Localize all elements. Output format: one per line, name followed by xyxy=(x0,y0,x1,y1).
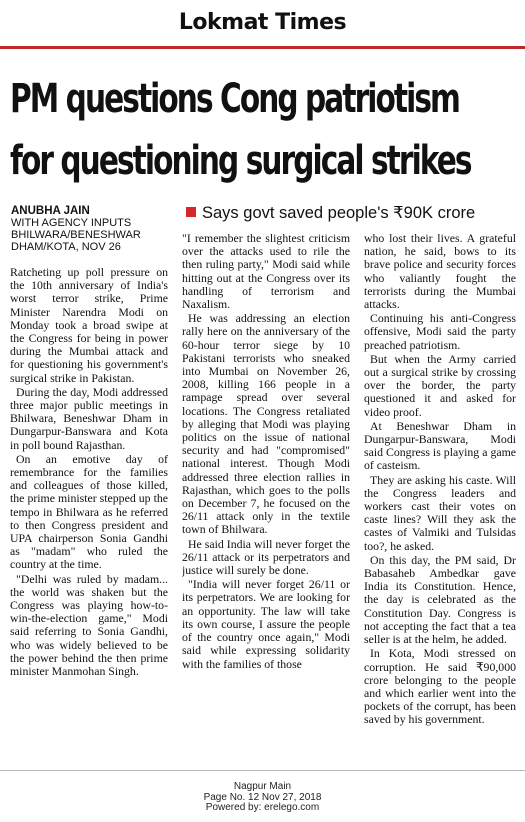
paragraph: But when the Army carried out a surgical strike by crossing over the border, the party questioned it and asked for video proof. xyxy=(364,351,516,419)
kicker-text: Says govt saved people's ₹90K crore xyxy=(202,204,476,222)
article-column-1 xyxy=(10,266,168,766)
footer-divider xyxy=(0,770,525,771)
headline-line-2: for questioning surgical strikes xyxy=(10,138,471,184)
paragraph: Ratcheting up poll pressure on the 10th anniversary of India's worst terror strike, Prime Minister Narendra Modi on Monday took a broad swipe at the Congress for being in power during the Mumbai attack and for questioning his government's surgical strike in Pakistan. xyxy=(10,266,168,385)
article-column-2 xyxy=(182,232,350,766)
masthead-logo: Lokmat Times xyxy=(178,10,347,35)
footer xyxy=(0,782,525,814)
byline-place: BHILWARA/BENESHWAR xyxy=(11,229,141,241)
author-name: ANUBHA JAIN xyxy=(11,205,90,217)
kicker-square-icon xyxy=(186,207,196,217)
headline-line-1: PM questions Cong patriotism xyxy=(10,76,459,122)
footer-edition: Nagpur Main xyxy=(233,781,292,792)
paragraph: "India will never forget 26/11 or its perpetrators. We are looking for an opportunity. The law will take its own course, I assure the people of the country once again," Modi said while expressing solidarity with the families of those xyxy=(182,577,350,671)
masthead-rule xyxy=(0,46,525,49)
paragraph: Continuing his anti-Congress offensive, Modi said the party preached patriotism. xyxy=(364,311,516,352)
headline xyxy=(10,68,471,192)
paragraph: On an emotive day of remembrance for the families and colleagues of those killed, the prime minister stepped up the tempo in Bhilwara as he referred to then Congress president and UPA chairperson Sonia Gandhi as "madam" who ruled the country at the time. xyxy=(10,451,168,572)
paragraph: At Beneshwar Dham in Dungarpur-Banswara, Modi said Congress is playing a game of casteism. xyxy=(364,418,516,473)
paragraph: He was addressing an election rally here on the anniversary of the 60-hour terror siege by 10 Pakistani terrorists who sneaked into Mumbai on November 26, 2008, killing 166 people in a rampage spread over several locations. The Congress retaliated by alleging that Modi was playing politics on the issue of national security and had "compromised" national interest. Though Modi addressed three election rallies in Rajasthan, which goes to the polls on December 7, he focused on the 26/11 attack only in the textile town of Bhilwara. xyxy=(182,311,350,537)
paragraph: In Kota, Modi stressed on corruption. He said ₹90,000 crore belonging to the people and which earlier went into the pockets of the corrupt, has been saved by his government. xyxy=(364,646,516,727)
paragraph: During the day, Modi addressed three major public meetings in Bhilwara, Beneshwar Dham in Dungarpur-Banswara and Kota in poll bound Rajasthan. xyxy=(10,384,168,452)
byline-agency: WITH AGENCY INPUTS xyxy=(11,217,132,229)
article-column-3 xyxy=(364,232,516,766)
paragraph: who lost their lives. A grateful nation, he said, bows to its brave police and security forces who valiantly fought the terrorists during the Mumbai attacks. xyxy=(364,232,516,312)
paragraph: He said India will never forget the 26/11 attack or its perpetrators and justice will surely be done. xyxy=(182,536,350,578)
footer-page: Page No. 12 Nov 27, 2018 xyxy=(203,791,322,803)
byline xyxy=(11,205,181,253)
footer-powered-by: Powered by: erelego.com xyxy=(205,802,320,813)
paragraph: They are asking his caste. Will the Congress leaders and workers cast their votes on caste lines? Will they ask the castes of Valmiki and Tulsidas too?, he asked. xyxy=(364,472,516,553)
kicker xyxy=(186,203,516,223)
paragraph: "Delhi was ruled by madam... the world was shaken but the Congress was playing how-to-win-the-election game," Modi said referring to Sonia Gandhi, who was widely believed to be the power behind the then prime minister Manmohan Singh. xyxy=(10,571,168,679)
paragraph: "I remember the slightest criticism over the attacks used to rile the then ruling party," Modi said while hitting out at the Congress over its handling of terrorism and Naxalism. xyxy=(182,232,350,312)
paragraph: On this day, the PM said, Dr Babasaheb Ambedkar gave India its Constitution. Hence, the day is celebrated as the Constitution Day. Congress is not accepting the fact that a tea seller is at the helm, he added. xyxy=(364,552,516,647)
byline-dateline: DHAM/KOTA, NOV 26 xyxy=(11,241,121,253)
